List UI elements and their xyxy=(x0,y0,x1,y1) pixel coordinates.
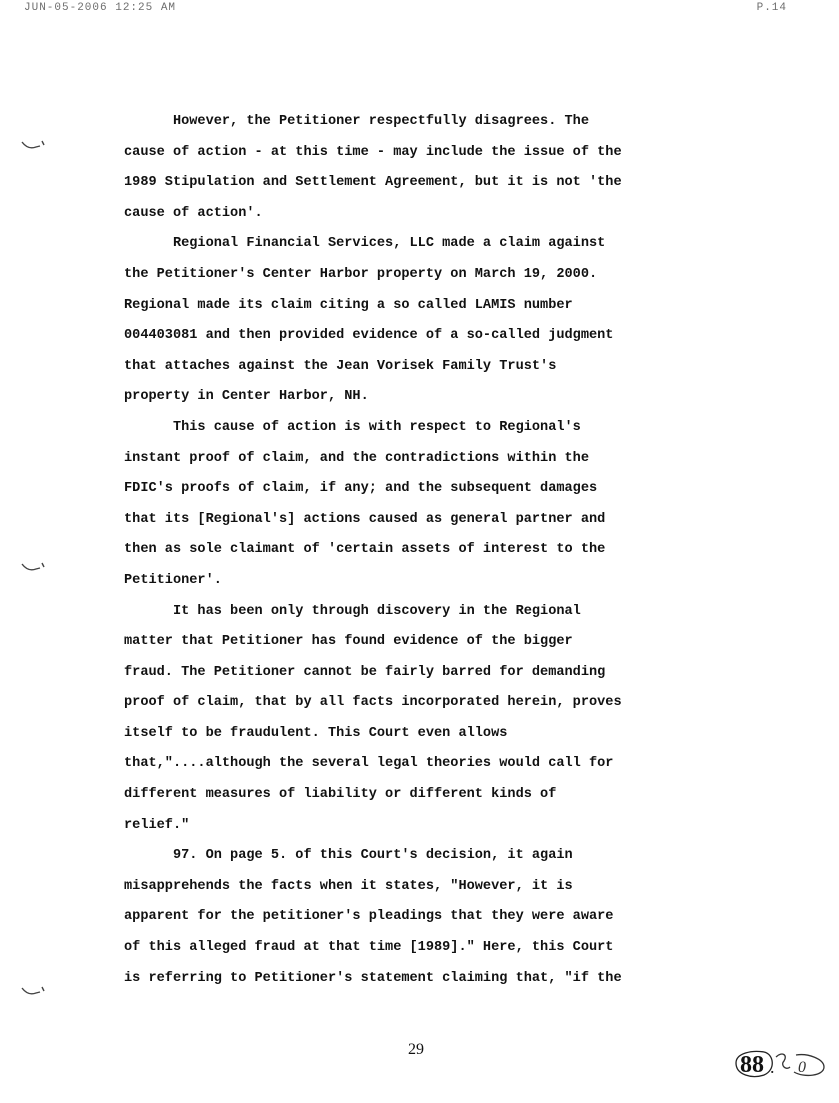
text-line: 97. On page 5. of this Court's decision, it again xyxy=(124,848,573,864)
text-line: matter that Petitioner has found evidence of the bigger xyxy=(124,634,573,650)
document-body xyxy=(124,107,724,994)
text-line: that its [Regional's] actions caused as general partner and xyxy=(124,511,606,527)
text-line: different measures of liability or different kinds of xyxy=(124,787,557,803)
text-line: cause of action - at this time - may include the issue of the xyxy=(124,144,622,160)
text-line: of this alleged fraud at that time [1989]." Here, this Court xyxy=(124,940,614,956)
text-line: relief." xyxy=(124,817,190,833)
text-line: 1989 Stipulation and Settlement Agreement, but it is not 'the xyxy=(124,175,622,191)
page-number: 29 xyxy=(408,1041,424,1058)
text-line: then as sole claimant of 'certain assets of interest to the xyxy=(124,542,606,558)
svg-text:.: . xyxy=(770,1057,775,1077)
text-line: instant proof of claim, and the contradictions within the xyxy=(124,450,589,466)
text-line: cause of action'. xyxy=(124,205,263,221)
text-line: apparent for the petitioner's pleadings that they were aware xyxy=(124,909,614,925)
hole-punch-mark-middle xyxy=(20,560,48,579)
text-line: proof of claim, that by all facts incorporated herein, proves xyxy=(124,695,622,711)
fax-header-page: P.14 xyxy=(756,2,787,14)
fax-header-date: JUN-05-2006 12:25 AM xyxy=(24,2,177,14)
text-line: Regional Financial Services, LLC made a claim against xyxy=(124,236,606,252)
text-line: the Petitioner's Center Harbor property on March 19, 2000. xyxy=(124,266,598,282)
text-line: However, the Petitioner respectfully disagrees. The xyxy=(124,114,589,129)
text-line: misapprehends the facts when it states, "However, it is xyxy=(124,878,573,894)
svg-text:88: 88 xyxy=(740,1052,764,1078)
handwritten-page-stamp xyxy=(730,1045,830,1086)
text-line: Regional made its claim citing a so called LAMIS number xyxy=(124,297,573,313)
hole-punch-mark-bottom xyxy=(20,984,48,1003)
text-line: that,"....although the several legal theories would call for xyxy=(124,756,614,772)
text-line: FDIC's proofs of claim, if any; and the subsequent damages xyxy=(124,481,598,497)
text-line: 004403081 and then provided evidence of a so-called judgment xyxy=(124,328,614,344)
text-line: that attaches against the Jean Vorisek Family Trust's xyxy=(124,358,557,374)
text-line: fraud. The Petitioner cannot be fairly barred for demanding xyxy=(124,664,606,680)
fax-header xyxy=(24,2,787,16)
hole-punch-mark-top xyxy=(20,138,48,157)
text-line: itself to be fraudulent. This Court even allows xyxy=(124,725,508,741)
text-line: property in Center Harbor, NH. xyxy=(124,389,369,405)
text-line: This cause of action is with respect to Regional's xyxy=(124,419,581,435)
text-line: is referring to Petitioner's statement claiming that, "if the xyxy=(124,970,622,986)
text-line: Petitioner'. xyxy=(124,572,222,588)
svg-text:0: 0 xyxy=(798,1059,806,1076)
text-line: It has been only through discovery in the Regional xyxy=(124,603,581,619)
